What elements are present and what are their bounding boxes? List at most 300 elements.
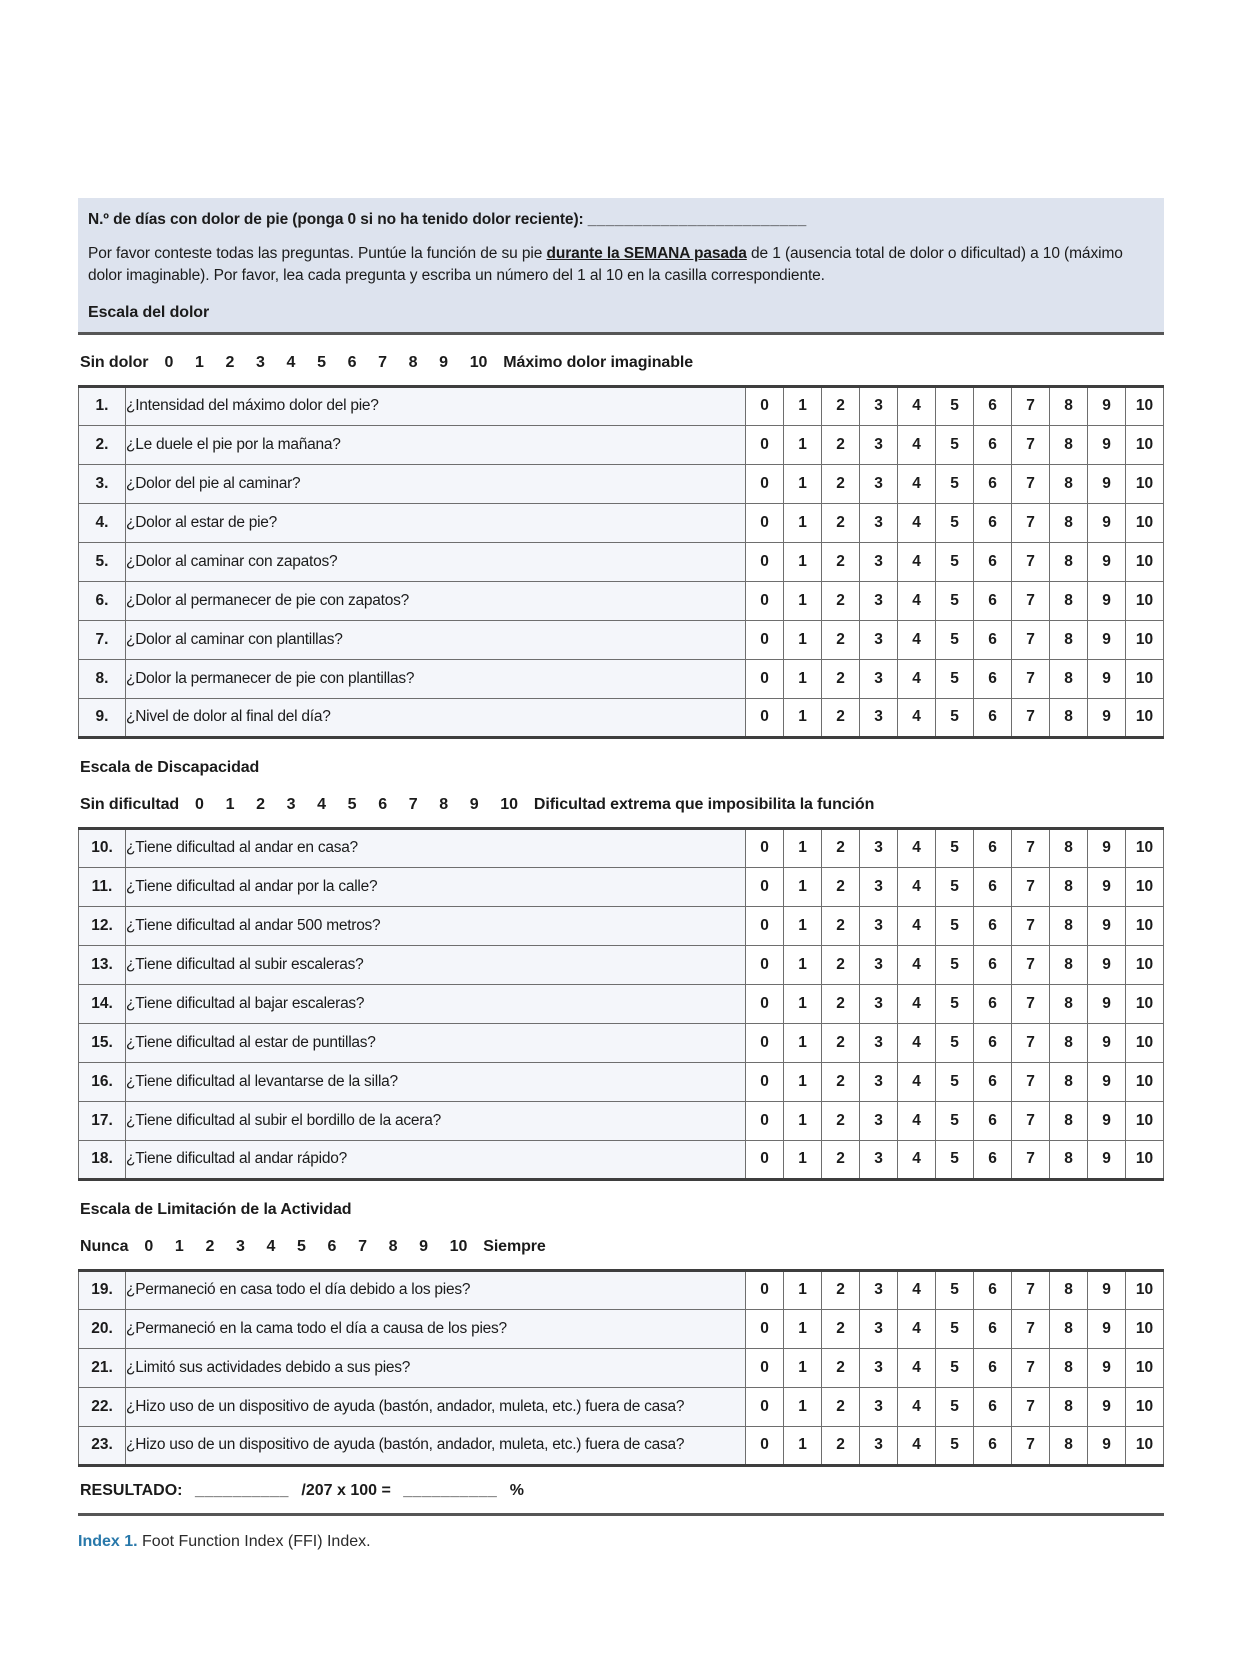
- score-cell[interactable]: 2: [822, 581, 860, 620]
- score-cell[interactable]: 4: [898, 867, 936, 906]
- score-cell[interactable]: 5: [936, 425, 974, 464]
- score-cell[interactable]: 0: [746, 542, 784, 581]
- score-cell[interactable]: 4: [898, 945, 936, 984]
- score-cell[interactable]: 9: [1088, 984, 1126, 1023]
- score-cell[interactable]: 6: [974, 698, 1012, 737]
- row-number: 21.: [79, 1348, 126, 1387]
- instructions-emphasis: durante la SEMANA pasada: [546, 245, 747, 262]
- score-cell[interactable]: 7: [1012, 698, 1050, 737]
- score-cell[interactable]: 6: [974, 620, 1012, 659]
- score-cell[interactable]: 1: [784, 698, 822, 737]
- score-cell[interactable]: 9: [1088, 659, 1126, 698]
- score-cell[interactable]: 2: [822, 1426, 860, 1465]
- score-cell[interactable]: 4: [898, 1348, 936, 1387]
- score-cell[interactable]: 0: [746, 1348, 784, 1387]
- score-cell[interactable]: 10: [1126, 945, 1164, 984]
- score-cell[interactable]: 5: [936, 1270, 974, 1309]
- score-cell[interactable]: 0: [746, 945, 784, 984]
- score-cell[interactable]: 1: [784, 945, 822, 984]
- score-cell[interactable]: 1: [784, 581, 822, 620]
- score-cell[interactable]: 7: [1012, 659, 1050, 698]
- score-cell[interactable]: 3: [860, 425, 898, 464]
- score-cell[interactable]: 3: [860, 659, 898, 698]
- score-cell[interactable]: 10: [1126, 659, 1164, 698]
- score-cell[interactable]: 4: [898, 1309, 936, 1348]
- score-cell[interactable]: 8: [1050, 1426, 1088, 1465]
- score-cell[interactable]: 3: [860, 1309, 898, 1348]
- score-cell[interactable]: 3: [860, 620, 898, 659]
- score-cell[interactable]: 5: [936, 1023, 974, 1062]
- question-text: ¿Dolor al caminar con plantillas?: [126, 620, 746, 659]
- score-cell[interactable]: 8: [1050, 620, 1088, 659]
- score-cell[interactable]: 6: [974, 984, 1012, 1023]
- score-cell[interactable]: 2: [822, 1309, 860, 1348]
- score-cell[interactable]: 10: [1126, 386, 1164, 425]
- score-cell[interactable]: 9: [1088, 620, 1126, 659]
- score-cell[interactable]: 6: [974, 1426, 1012, 1465]
- score-cell[interactable]: 1: [784, 1101, 822, 1140]
- score-cell[interactable]: 10: [1126, 1309, 1164, 1348]
- score-cell[interactable]: 3: [860, 906, 898, 945]
- score-cell[interactable]: 4: [898, 828, 936, 867]
- score-cell[interactable]: 5: [936, 464, 974, 503]
- figure-caption: [78, 1533, 1164, 1551]
- table-row: [79, 945, 1164, 984]
- score-cell[interactable]: 9: [1088, 1101, 1126, 1140]
- score-cell[interactable]: 8: [1050, 906, 1088, 945]
- score-cell[interactable]: 5: [936, 581, 974, 620]
- score-cell[interactable]: 7: [1012, 828, 1050, 867]
- score-cell[interactable]: 7: [1012, 1309, 1050, 1348]
- score-cell[interactable]: 2: [822, 1101, 860, 1140]
- score-cell[interactable]: 4: [898, 464, 936, 503]
- score-cell[interactable]: 7: [1012, 1348, 1050, 1387]
- score-cell[interactable]: 4: [898, 1023, 936, 1062]
- score-cell[interactable]: 0: [746, 425, 784, 464]
- table-row: [79, 1309, 1164, 1348]
- score-cell[interactable]: 7: [1012, 425, 1050, 464]
- score-cell[interactable]: 7: [1012, 1426, 1050, 1465]
- score-cell[interactable]: 6: [974, 542, 1012, 581]
- score-cell[interactable]: 7: [1012, 1387, 1050, 1426]
- score-cell[interactable]: 10: [1126, 867, 1164, 906]
- score-cell[interactable]: 1: [784, 659, 822, 698]
- score-cell[interactable]: 4: [898, 581, 936, 620]
- score-cell[interactable]: 6: [974, 1309, 1012, 1348]
- score-cell[interactable]: 6: [974, 1023, 1012, 1062]
- row-number: 20.: [79, 1309, 126, 1348]
- question-text: ¿Intensidad del máximo dolor del pie?: [126, 386, 746, 425]
- score-cell[interactable]: 10: [1126, 1426, 1164, 1465]
- score-cell[interactable]: 8: [1050, 1023, 1088, 1062]
- score-cell[interactable]: 9: [1088, 1023, 1126, 1062]
- score-cell[interactable]: 6: [974, 1062, 1012, 1101]
- score-cell[interactable]: 5: [936, 867, 974, 906]
- score-cell[interactable]: 3: [860, 698, 898, 737]
- score-cell[interactable]: 9: [1088, 1270, 1126, 1309]
- score-cell[interactable]: 3: [860, 1062, 898, 1101]
- score-cell[interactable]: 3: [860, 1023, 898, 1062]
- table-row: [79, 386, 1164, 425]
- score-cell[interactable]: 1: [784, 1348, 822, 1387]
- score-cell[interactable]: 2: [822, 1348, 860, 1387]
- score-cell[interactable]: 5: [936, 945, 974, 984]
- score-cell[interactable]: 9: [1088, 1062, 1126, 1101]
- score-cell[interactable]: 6: [974, 906, 1012, 945]
- score-cell[interactable]: 0: [746, 984, 784, 1023]
- score-cell[interactable]: 2: [822, 867, 860, 906]
- score-cell[interactable]: 10: [1126, 698, 1164, 737]
- score-cell[interactable]: 6: [974, 503, 1012, 542]
- score-cell[interactable]: 6: [974, 464, 1012, 503]
- score-cell[interactable]: 1: [784, 1062, 822, 1101]
- row-number: 16.: [79, 1062, 126, 1101]
- section-title-pain: Escala del dolor: [88, 303, 210, 321]
- row-number: 10.: [79, 828, 126, 867]
- score-cell[interactable]: 0: [746, 1309, 784, 1348]
- score-cell[interactable]: 1: [784, 503, 822, 542]
- score-cell[interactable]: 9: [1088, 503, 1126, 542]
- score-cell[interactable]: 2: [822, 542, 860, 581]
- score-cell[interactable]: 9: [1088, 425, 1126, 464]
- score-cell[interactable]: 4: [898, 984, 936, 1023]
- score-cell[interactable]: 5: [936, 1140, 974, 1179]
- score-cell[interactable]: 1: [784, 464, 822, 503]
- table-row: [79, 464, 1164, 503]
- score-cell[interactable]: 6: [974, 581, 1012, 620]
- score-cell[interactable]: 2: [822, 386, 860, 425]
- score-cell[interactable]: 5: [936, 1062, 974, 1101]
- score-cell[interactable]: 7: [1012, 984, 1050, 1023]
- score-cell[interactable]: 2: [822, 906, 860, 945]
- table-row: [79, 425, 1164, 464]
- score-cell[interactable]: 7: [1012, 1062, 1050, 1101]
- score-cell[interactable]: 2: [822, 945, 860, 984]
- days-blank-field[interactable]: ________________________: [587, 211, 807, 228]
- table-row: [79, 1023, 1164, 1062]
- score-cell[interactable]: 0: [746, 464, 784, 503]
- score-cell[interactable]: 5: [936, 1426, 974, 1465]
- score-cell[interactable]: 3: [860, 464, 898, 503]
- score-cell[interactable]: 0: [746, 386, 784, 425]
- score-cell[interactable]: 5: [936, 984, 974, 1023]
- score-cell[interactable]: 4: [898, 659, 936, 698]
- score-cell[interactable]: 0: [746, 1426, 784, 1465]
- score-cell[interactable]: 5: [936, 828, 974, 867]
- score-cell[interactable]: 3: [860, 542, 898, 581]
- score-cell[interactable]: 3: [860, 984, 898, 1023]
- score-cell[interactable]: 3: [860, 828, 898, 867]
- result-blank-numerator[interactable]: __________: [194, 1481, 289, 1499]
- question-text: ¿Tiene dificultad al estar de puntillas?: [126, 1023, 746, 1062]
- score-cell[interactable]: 7: [1012, 906, 1050, 945]
- score-cell[interactable]: 10: [1126, 425, 1164, 464]
- score-cell[interactable]: 6: [974, 828, 1012, 867]
- score-cell[interactable]: 8: [1050, 1101, 1088, 1140]
- score-cell[interactable]: 6: [974, 867, 1012, 906]
- table-row: [79, 1387, 1164, 1426]
- score-cell[interactable]: 8: [1050, 698, 1088, 737]
- score-cell[interactable]: 2: [822, 698, 860, 737]
- score-cell[interactable]: 0: [746, 659, 784, 698]
- score-cell[interactable]: 6: [974, 1348, 1012, 1387]
- score-cell[interactable]: 5: [936, 659, 974, 698]
- instructions-pre: Por favor conteste todas las preguntas. Puntúe la función de su pie: [88, 245, 547, 262]
- score-cell[interactable]: 6: [974, 659, 1012, 698]
- score-cell[interactable]: 0: [746, 1101, 784, 1140]
- question-text: ¿Tiene dificultad al andar 500 metros?: [126, 906, 746, 945]
- score-cell[interactable]: 0: [746, 698, 784, 737]
- score-cell[interactable]: 8: [1050, 425, 1088, 464]
- score-cell[interactable]: 10: [1126, 984, 1164, 1023]
- score-cell[interactable]: 9: [1088, 1348, 1126, 1387]
- score-cell[interactable]: 8: [1050, 503, 1088, 542]
- score-cell[interactable]: 5: [936, 542, 974, 581]
- score-cell[interactable]: 10: [1126, 1023, 1164, 1062]
- score-cell[interactable]: 7: [1012, 581, 1050, 620]
- score-cell[interactable]: 3: [860, 386, 898, 425]
- score-cell[interactable]: 9: [1088, 945, 1126, 984]
- score-cell[interactable]: 10: [1126, 503, 1164, 542]
- score-cell[interactable]: 9: [1088, 1309, 1126, 1348]
- row-number: 11.: [79, 867, 126, 906]
- score-cell[interactable]: 10: [1126, 906, 1164, 945]
- score-cell[interactable]: 6: [974, 945, 1012, 984]
- score-cell[interactable]: 5: [936, 1309, 974, 1348]
- score-cell[interactable]: 6: [974, 1270, 1012, 1309]
- score-cell[interactable]: 4: [898, 386, 936, 425]
- score-cell[interactable]: 0: [746, 581, 784, 620]
- score-cell[interactable]: 1: [784, 542, 822, 581]
- score-cell[interactable]: 0: [746, 620, 784, 659]
- score-cell[interactable]: 8: [1050, 828, 1088, 867]
- row-number: 5.: [79, 542, 126, 581]
- score-cell[interactable]: 3: [860, 1101, 898, 1140]
- score-cell[interactable]: 10: [1126, 1140, 1164, 1179]
- score-cell[interactable]: 7: [1012, 1023, 1050, 1062]
- score-cell[interactable]: 2: [822, 503, 860, 542]
- score-cell[interactable]: 1: [784, 867, 822, 906]
- score-cell[interactable]: 3: [860, 581, 898, 620]
- score-cell[interactable]: 8: [1050, 1387, 1088, 1426]
- score-cell[interactable]: 2: [822, 828, 860, 867]
- score-cell[interactable]: 5: [936, 503, 974, 542]
- score-cell[interactable]: 2: [822, 1270, 860, 1309]
- question-text: ¿Dolor al caminar con zapatos?: [126, 542, 746, 581]
- score-cell[interactable]: 1: [784, 386, 822, 425]
- question-text: ¿Dolor la permanecer de pie con plantillas?: [126, 659, 746, 698]
- score-cell[interactable]: 4: [898, 906, 936, 945]
- score-cell[interactable]: 5: [936, 1348, 974, 1387]
- score-cell[interactable]: 10: [1126, 581, 1164, 620]
- score-cell[interactable]: 8: [1050, 867, 1088, 906]
- score-cell[interactable]: 3: [860, 1426, 898, 1465]
- table-row: [79, 1270, 1164, 1309]
- score-cell[interactable]: 7: [1012, 386, 1050, 425]
- score-cell[interactable]: 10: [1126, 620, 1164, 659]
- score-cell[interactable]: 4: [898, 503, 936, 542]
- row-number: 8.: [79, 659, 126, 698]
- score-cell[interactable]: 5: [936, 386, 974, 425]
- score-cell[interactable]: 8: [1050, 464, 1088, 503]
- intro-box: [78, 198, 1164, 335]
- score-cell[interactable]: 7: [1012, 464, 1050, 503]
- scale-header-activity: [80, 1238, 1164, 1256]
- score-cell[interactable]: 3: [860, 503, 898, 542]
- score-cell[interactable]: 1: [784, 1309, 822, 1348]
- days-question-line: [88, 211, 1150, 229]
- score-cell[interactable]: 4: [898, 698, 936, 737]
- score-cell[interactable]: 7: [1012, 503, 1050, 542]
- score-cell[interactable]: 1: [784, 1387, 822, 1426]
- score-cell[interactable]: 8: [1050, 581, 1088, 620]
- score-cell[interactable]: 10: [1126, 1387, 1164, 1426]
- score-cell[interactable]: 0: [746, 1387, 784, 1426]
- question-text: ¿Permaneció en la cama todo el día a causa de los pies?: [126, 1309, 746, 1348]
- score-cell[interactable]: 9: [1088, 1426, 1126, 1465]
- score-cell[interactable]: 2: [822, 464, 860, 503]
- score-cell[interactable]: 2: [822, 425, 860, 464]
- question-text: ¿Tiene dificultad al bajar escaleras?: [126, 984, 746, 1023]
- score-cell[interactable]: 7: [1012, 1101, 1050, 1140]
- score-cell[interactable]: 5: [936, 906, 974, 945]
- score-cell[interactable]: 3: [860, 867, 898, 906]
- result-label: RESULTADO:: [80, 1481, 183, 1499]
- question-text: ¿Nivel de dolor al final del día?: [126, 698, 746, 737]
- score-cell[interactable]: 1: [784, 425, 822, 464]
- score-cell[interactable]: 3: [860, 945, 898, 984]
- score-cell[interactable]: 8: [1050, 1140, 1088, 1179]
- score-cell[interactable]: 2: [822, 984, 860, 1023]
- score-cell[interactable]: 10: [1126, 1348, 1164, 1387]
- score-cell[interactable]: 8: [1050, 945, 1088, 984]
- score-cell[interactable]: 5: [936, 1387, 974, 1426]
- score-cell[interactable]: 9: [1088, 1140, 1126, 1179]
- score-cell[interactable]: 7: [1012, 867, 1050, 906]
- score-cell[interactable]: 5: [936, 620, 974, 659]
- score-cell[interactable]: 7: [1012, 542, 1050, 581]
- score-cell[interactable]: 1: [784, 1270, 822, 1309]
- result-formula: /207 x 100 =: [301, 1481, 391, 1499]
- score-cell[interactable]: 0: [746, 867, 784, 906]
- score-cell[interactable]: 8: [1050, 1348, 1088, 1387]
- score-cell[interactable]: 9: [1088, 906, 1126, 945]
- score-cell[interactable]: 4: [898, 1062, 936, 1101]
- score-cell[interactable]: 8: [1050, 1309, 1088, 1348]
- score-cell[interactable]: 0: [746, 1270, 784, 1309]
- result-line: [80, 1482, 1164, 1500]
- activity-limitation-table: [78, 1269, 1164, 1467]
- score-cell[interactable]: 6: [974, 1387, 1012, 1426]
- score-cell[interactable]: 2: [822, 620, 860, 659]
- disability-scale-table: [78, 827, 1164, 1181]
- score-cell[interactable]: 9: [1088, 581, 1126, 620]
- score-cell[interactable]: 9: [1088, 1387, 1126, 1426]
- score-cell[interactable]: 1: [784, 1023, 822, 1062]
- score-cell[interactable]: 5: [936, 698, 974, 737]
- score-cell[interactable]: 2: [822, 1140, 860, 1179]
- row-number: 9.: [79, 698, 126, 737]
- score-cell[interactable]: 3: [860, 1387, 898, 1426]
- score-cell[interactable]: 0: [746, 1023, 784, 1062]
- score-cell[interactable]: 1: [784, 620, 822, 659]
- score-cell[interactable]: 6: [974, 1140, 1012, 1179]
- score-cell[interactable]: 0: [746, 1140, 784, 1179]
- score-cell[interactable]: 6: [974, 1101, 1012, 1140]
- score-cell[interactable]: 10: [1126, 1270, 1164, 1309]
- score-cell[interactable]: 7: [1012, 620, 1050, 659]
- score-cell[interactable]: 4: [898, 1426, 936, 1465]
- score-cell[interactable]: 7: [1012, 945, 1050, 984]
- score-cell[interactable]: 8: [1050, 984, 1088, 1023]
- score-cell[interactable]: 1: [784, 1426, 822, 1465]
- score-cell[interactable]: 10: [1126, 1101, 1164, 1140]
- score-cell[interactable]: 2: [822, 659, 860, 698]
- table-row: [79, 698, 1164, 737]
- score-cell[interactable]: 8: [1050, 542, 1088, 581]
- score-cell[interactable]: 5: [936, 1101, 974, 1140]
- score-cell[interactable]: 10: [1126, 828, 1164, 867]
- score-cell[interactable]: 4: [898, 1140, 936, 1179]
- score-cell[interactable]: 10: [1126, 1062, 1164, 1101]
- score-cell[interactable]: 4: [898, 1101, 936, 1140]
- question-text: ¿Hizo uso de un dispositivo de ayuda (bastón, andador, muleta, etc.) fuera de casa?: [126, 1387, 746, 1426]
- score-cell[interactable]: 1: [784, 1140, 822, 1179]
- score-cell[interactable]: 1: [784, 828, 822, 867]
- score-cell[interactable]: 4: [898, 1270, 936, 1309]
- score-cell[interactable]: 9: [1088, 542, 1126, 581]
- score-cell[interactable]: 6: [974, 386, 1012, 425]
- score-cell[interactable]: 10: [1126, 464, 1164, 503]
- score-cell[interactable]: 6: [974, 425, 1012, 464]
- score-cell[interactable]: 0: [746, 828, 784, 867]
- score-cell[interactable]: 4: [898, 542, 936, 581]
- score-cell[interactable]: 4: [898, 425, 936, 464]
- score-cell[interactable]: 2: [822, 1387, 860, 1426]
- score-cell[interactable]: 3: [860, 1270, 898, 1309]
- score-cell[interactable]: 7: [1012, 1140, 1050, 1179]
- score-cell[interactable]: 1: [784, 906, 822, 945]
- score-cell[interactable]: 9: [1088, 867, 1126, 906]
- score-cell[interactable]: 9: [1088, 828, 1126, 867]
- score-cell[interactable]: 8: [1050, 386, 1088, 425]
- scale-numbers: 0 1 2 3 4 5 6 7 8 9 10: [195, 795, 518, 813]
- score-cell[interactable]: 9: [1088, 698, 1126, 737]
- score-cell[interactable]: 9: [1088, 386, 1126, 425]
- score-cell[interactable]: 0: [746, 503, 784, 542]
- score-cell[interactable]: 2: [822, 1062, 860, 1101]
- score-cell[interactable]: 8: [1050, 1062, 1088, 1101]
- table-row: [79, 542, 1164, 581]
- score-cell[interactable]: 8: [1050, 1270, 1088, 1309]
- score-cell[interactable]: 3: [860, 1348, 898, 1387]
- score-cell[interactable]: 2: [822, 1023, 860, 1062]
- score-cell[interactable]: 7: [1012, 1270, 1050, 1309]
- score-cell[interactable]: 0: [746, 1062, 784, 1101]
- score-cell[interactable]: 4: [898, 620, 936, 659]
- score-cell[interactable]: 0: [746, 906, 784, 945]
- score-cell[interactable]: 1: [784, 984, 822, 1023]
- table-row: [79, 1348, 1164, 1387]
- row-number: 1.: [79, 386, 126, 425]
- scale-numbers: 0 1 2 3 4 5 6 7 8 9 10: [144, 1237, 468, 1255]
- score-cell[interactable]: 9: [1088, 464, 1126, 503]
- score-cell[interactable]: 10: [1126, 542, 1164, 581]
- score-cell[interactable]: 3: [860, 1140, 898, 1179]
- score-cell[interactable]: 8: [1050, 659, 1088, 698]
- score-cell[interactable]: 4: [898, 1387, 936, 1426]
- result-blank-percentage[interactable]: __________: [403, 1481, 498, 1499]
